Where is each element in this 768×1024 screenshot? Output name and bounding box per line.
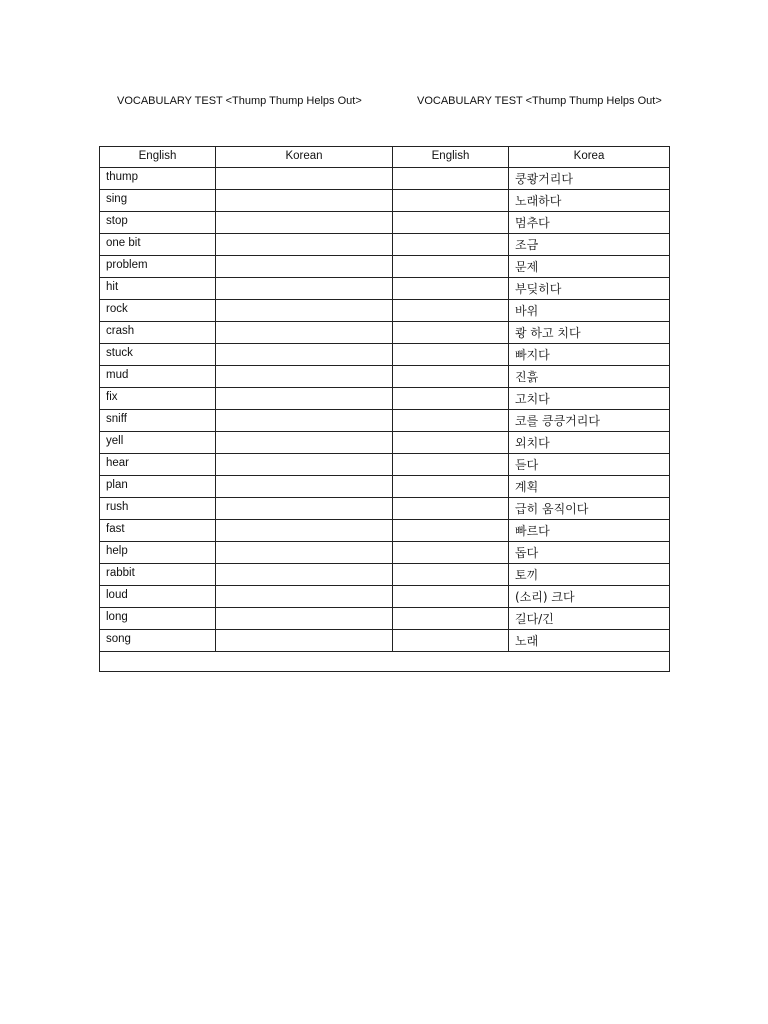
table-row (100, 300, 670, 322)
korean-word: 급히 움직이다 (509, 498, 670, 520)
korean-word: 듣다 (509, 454, 670, 476)
english-answer-blank (393, 322, 509, 344)
table-row (100, 190, 670, 212)
english-answer-blank (393, 366, 509, 388)
korean-answer-blank (216, 278, 393, 300)
english-answer-blank (393, 542, 509, 564)
english-answer-blank (393, 498, 509, 520)
english-answer-blank (393, 432, 509, 454)
english-word: song (100, 630, 216, 652)
english-answer-blank (393, 278, 509, 300)
english-word: yell (100, 432, 216, 454)
english-word: help (100, 542, 216, 564)
english-word: rock (100, 300, 216, 322)
korean-word: 바위 (509, 300, 670, 322)
english-answer-blank (393, 586, 509, 608)
english-word: loud (100, 586, 216, 608)
korean-answer-blank (216, 234, 393, 256)
test-title-left: VOCABULARY TEST <Thump Thump Helps Out> (117, 95, 362, 107)
korean-word: 멈추다 (509, 212, 670, 234)
table-row (100, 454, 670, 476)
english-word: problem (100, 256, 216, 278)
korean-answer-blank (216, 454, 393, 476)
korean-word: 쿵쾅거리다 (509, 168, 670, 190)
korean-answer-blank (216, 520, 393, 542)
korean-word: 외치다 (509, 432, 670, 454)
korean-answer-blank (216, 608, 393, 630)
table-row (100, 212, 670, 234)
english-word: thump (100, 168, 216, 190)
korean-word: 토끼 (509, 564, 670, 586)
english-word: rabbit (100, 564, 216, 586)
korean-word: 문제 (509, 256, 670, 278)
header-korean-right: Korea (509, 147, 670, 168)
korean-answer-blank (216, 586, 393, 608)
korean-answer-blank (216, 322, 393, 344)
table-row (100, 168, 670, 190)
table-row (100, 586, 670, 608)
english-answer-blank (393, 564, 509, 586)
table-row (100, 432, 670, 454)
english-answer-blank (393, 190, 509, 212)
vocabulary-rows (100, 168, 670, 672)
korean-word: 빠르다 (509, 520, 670, 542)
english-word: plan (100, 476, 216, 498)
korean-answer-blank (216, 256, 393, 278)
english-answer-blank (393, 520, 509, 542)
empty-footer-row (100, 652, 670, 672)
korean-word: 쾅 하고 치다 (509, 322, 670, 344)
english-word: stop (100, 212, 216, 234)
english-answer-blank (393, 212, 509, 234)
table-row (100, 388, 670, 410)
english-answer-blank (393, 300, 509, 322)
table-row (100, 410, 670, 432)
english-word: hit (100, 278, 216, 300)
korean-word: 노래 (509, 630, 670, 652)
table-row (100, 520, 670, 542)
vocabulary-table (99, 146, 670, 672)
korean-word: 조금 (509, 234, 670, 256)
table-row (100, 542, 670, 564)
korean-answer-blank (216, 344, 393, 366)
table-row (100, 498, 670, 520)
korean-word: 코를 킁킁거리다 (509, 410, 670, 432)
table-row (100, 366, 670, 388)
english-answer-blank (393, 410, 509, 432)
header-row (100, 147, 670, 168)
english-answer-blank (393, 454, 509, 476)
table-row (100, 608, 670, 630)
korean-answer-blank (216, 168, 393, 190)
table-row (100, 476, 670, 498)
english-word: sing (100, 190, 216, 212)
korean-answer-blank (216, 542, 393, 564)
korean-answer-blank (216, 410, 393, 432)
header-english-right: English (393, 147, 509, 168)
korean-answer-blank (216, 498, 393, 520)
korean-word: 계획 (509, 476, 670, 498)
english-answer-blank (393, 476, 509, 498)
english-word: fix (100, 388, 216, 410)
table-row (100, 278, 670, 300)
english-answer-blank (393, 388, 509, 410)
table-row (100, 564, 670, 586)
table-row (100, 234, 670, 256)
korean-answer-blank (216, 366, 393, 388)
english-word: long (100, 608, 216, 630)
english-word: sniff (100, 410, 216, 432)
korean-word: 부딪히다 (509, 278, 670, 300)
table-row (100, 630, 670, 652)
english-word: hear (100, 454, 216, 476)
table-row (100, 256, 670, 278)
test-title-right: VOCABULARY TEST <Thump Thump Helps Out> (417, 95, 662, 107)
english-word: mud (100, 366, 216, 388)
korean-word: 노래하다 (509, 190, 670, 212)
english-answer-blank (393, 256, 509, 278)
korean-answer-blank (216, 300, 393, 322)
english-word: rush (100, 498, 216, 520)
korean-answer-blank (216, 630, 393, 652)
korean-answer-blank (216, 432, 393, 454)
table-row (100, 344, 670, 366)
korean-answer-blank (216, 564, 393, 586)
english-answer-blank (393, 168, 509, 190)
korean-answer-blank (216, 388, 393, 410)
english-answer-blank (393, 608, 509, 630)
empty-footer-cell (100, 652, 670, 672)
english-word: fast (100, 520, 216, 542)
korean-answer-blank (216, 212, 393, 234)
table-row (100, 322, 670, 344)
header-english-left: English (100, 147, 216, 168)
english-answer-blank (393, 234, 509, 256)
header-korean-left: Korean (216, 147, 393, 168)
korean-word: 고치다 (509, 388, 670, 410)
english-word: crash (100, 322, 216, 344)
korean-word: 길다/긴 (509, 608, 670, 630)
english-word: one bit (100, 234, 216, 256)
english-answer-blank (393, 630, 509, 652)
english-word: stuck (100, 344, 216, 366)
korean-word: 빠지다 (509, 344, 670, 366)
korean-answer-blank (216, 190, 393, 212)
korean-word: 진흙 (509, 366, 670, 388)
korean-word: (소리) 크다 (509, 586, 670, 608)
korean-word: 돕다 (509, 542, 670, 564)
english-answer-blank (393, 344, 509, 366)
korean-answer-blank (216, 476, 393, 498)
